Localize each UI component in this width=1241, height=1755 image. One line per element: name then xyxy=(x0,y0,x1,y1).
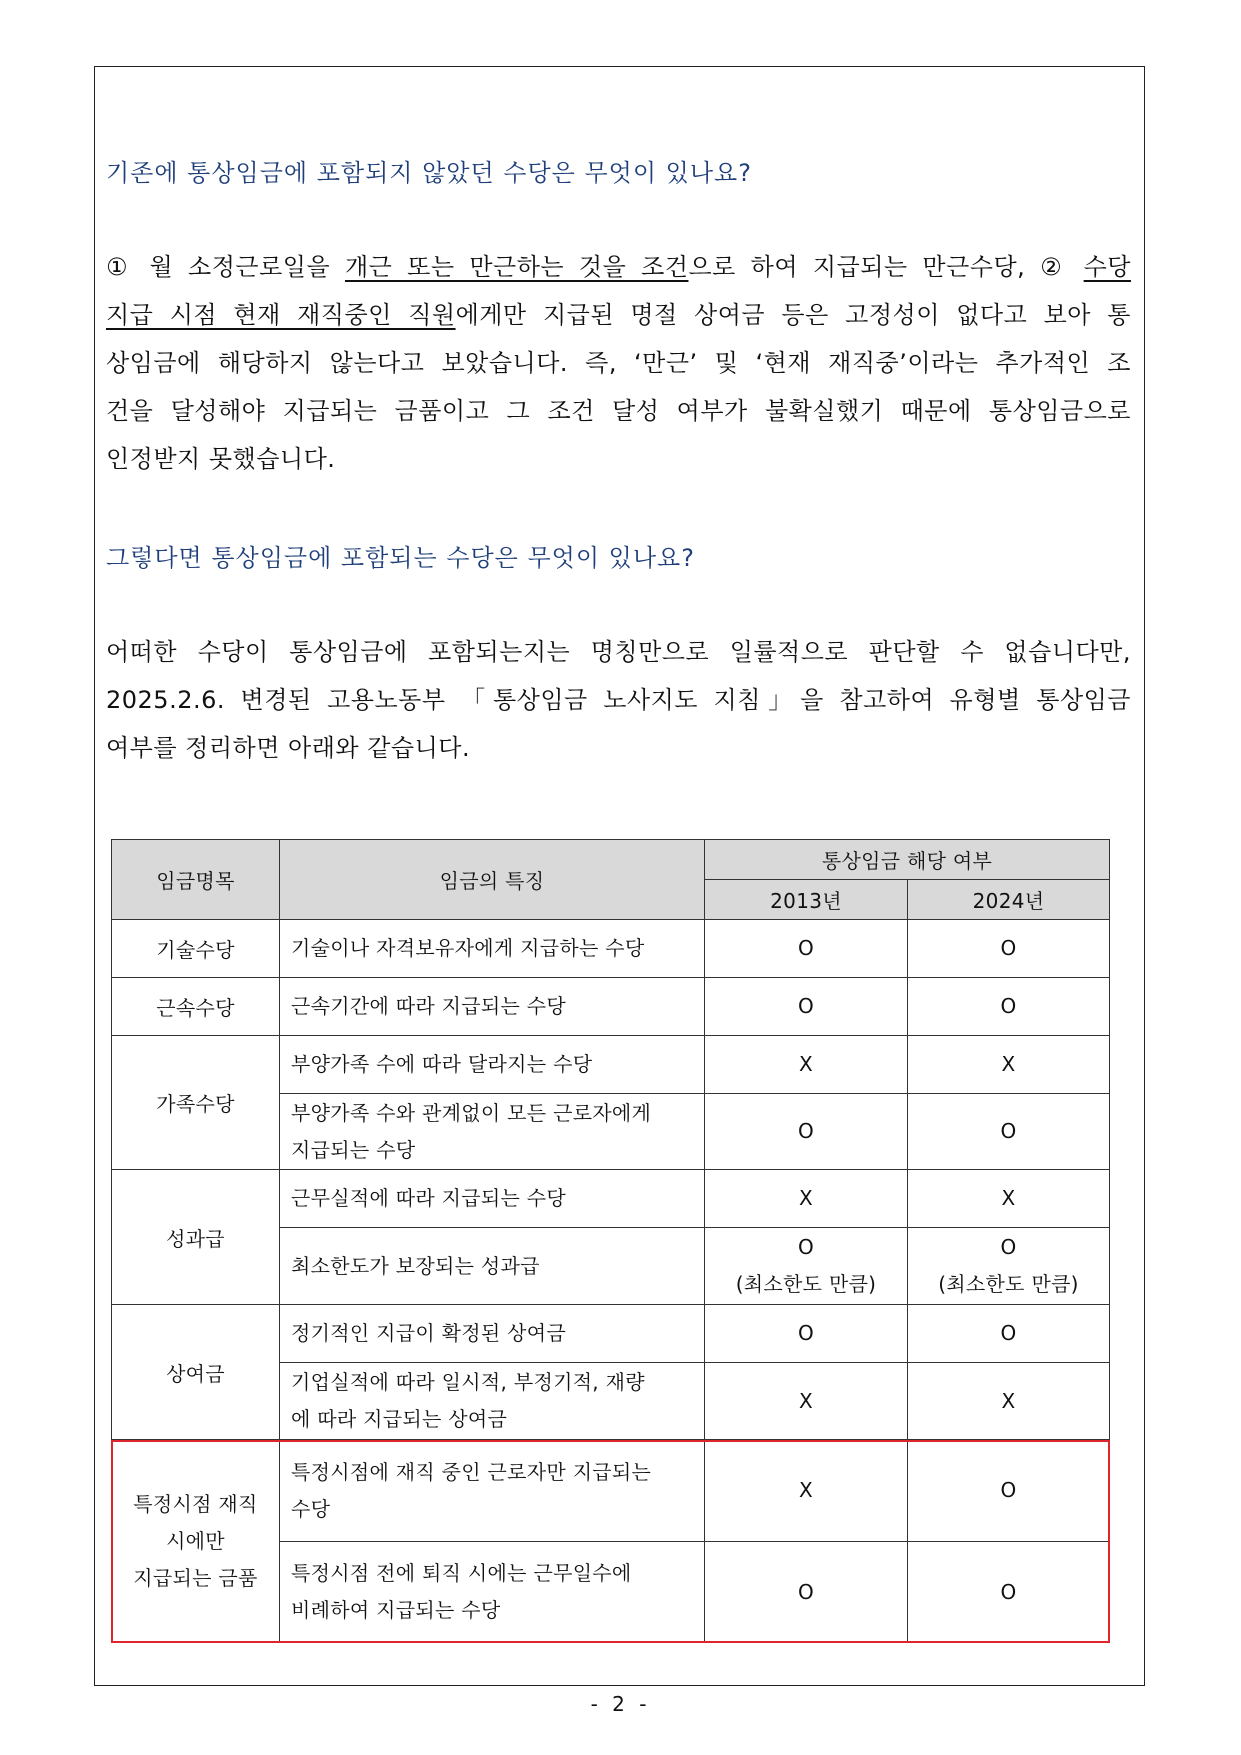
mark-2013-cell: X xyxy=(705,1170,908,1228)
wage-name-cell: 성과급 xyxy=(112,1170,280,1305)
paragraph-line: 2025.2.6. 변경된 고용노동부 「통상임금 노사지도 지침」을 참고하여 유형별 통상임금 xyxy=(106,686,1131,714)
paragraph-line: 여부를 정리하면 아래와 같습니다. xyxy=(106,734,471,762)
mark-2024-cell: X xyxy=(908,1036,1110,1094)
wage-feature-cell: 기술이나 자격보유자에게 지급하는 수당 xyxy=(280,920,705,978)
mark-2013-cell: X xyxy=(705,1036,908,1094)
header-year-2013: 2013년 xyxy=(705,880,908,920)
mark-2013-cell: O (최소한도 만큼) xyxy=(705,1228,908,1305)
header-year-2024: 2024년 xyxy=(908,880,1110,920)
table-row xyxy=(112,920,1110,978)
wage-feature-cell: 부양가족 수와 관계없이 모든 근로자에게 지급되는 수당 xyxy=(280,1094,705,1170)
table-row xyxy=(112,1170,1110,1228)
table-header-row xyxy=(112,840,1110,880)
paragraph-line: 인정받지 못했습니다. xyxy=(106,445,336,473)
mark-2013-cell: O xyxy=(705,1305,908,1363)
wage-name-cell: 상여금 xyxy=(112,1305,280,1440)
table-row xyxy=(112,1036,1110,1094)
wage-feature-cell: 부양가족 수에 따라 달라지는 수당 xyxy=(280,1036,705,1094)
mark-2024-cell: O xyxy=(908,978,1110,1036)
paragraph-included xyxy=(106,628,1131,772)
wage-feature-cell: 최소한도가 보장되는 성과급 xyxy=(280,1228,705,1305)
wage-table xyxy=(111,839,1110,1643)
mark-2024-cell: O xyxy=(908,920,1110,978)
table-row xyxy=(112,978,1110,1036)
mark-2024-cell: X xyxy=(908,1170,1110,1228)
paragraph-line: 건을 달성해야 지급되는 금품이고 그 조건 달성 여부가 불확실했기 때문에 통상임금으로 xyxy=(106,397,1131,425)
wage-feature-cell: 정기적인 지급이 확정된 상여금 xyxy=(280,1305,705,1363)
page-number: - 2 - xyxy=(590,1692,651,1716)
mark-2013-cell: O xyxy=(705,978,908,1036)
paragraph-line: 어떠한 수당이 통상임금에 포함되는지는 명칭만으로 일률적으로 판단할 수 없습니다만, xyxy=(106,638,1131,666)
mark-2013-cell: X xyxy=(705,1363,908,1440)
section-heading-not-included: 기존에 통상임금에 포함되지 않았던 수당은 무엇이 있나요? xyxy=(106,159,752,187)
mark-2024-cell: O xyxy=(908,1542,1110,1643)
mark-2024-cell: O xyxy=(908,1440,1110,1542)
mark-2013-cell: X xyxy=(705,1440,908,1542)
paragraph-line: ① 월 소정근로일을 개근 또는 만근하는 것을 조건으로 하여 지급되는 만근수당, ② 수당 xyxy=(106,253,1131,281)
mark-2013-cell: O xyxy=(705,920,908,978)
mark-2024-cell: O xyxy=(908,1094,1110,1170)
wage-feature-cell: 근무실적에 따라 지급되는 수당 xyxy=(280,1170,705,1228)
wage-name-cell: 가족수당 xyxy=(112,1036,280,1170)
mark-2013-cell: O xyxy=(705,1542,908,1643)
wage-feature-cell: 특정시점에 재직 중인 근로자만 지급되는 수당 xyxy=(280,1440,705,1542)
wage-feature-cell: 특정시점 전에 퇴직 시에는 근무일수에 비례하여 지급되는 수당 xyxy=(280,1542,705,1643)
wage-name-cell: 기술수당 xyxy=(112,920,280,978)
wage-name-cell: 근속수당 xyxy=(112,978,280,1036)
table-row xyxy=(112,1305,1110,1363)
wage-name-cell: 특정시점 재직 시에만 지급되는 금품 xyxy=(112,1440,280,1643)
wage-feature-cell: 근속기간에 따라 지급되는 수당 xyxy=(280,978,705,1036)
wage-feature-cell: 기업실적에 따라 일시적, 부정기적, 재량 에 따라 지급되는 상여금 xyxy=(280,1363,705,1440)
mark-2024-cell: O (최소한도 만큼) xyxy=(908,1228,1110,1305)
table-row xyxy=(112,1440,1110,1542)
mark-2013-cell: O xyxy=(705,1094,908,1170)
paragraph-not-included xyxy=(106,243,1131,483)
paragraph-line: 상임금에 해당하지 않는다고 보았습니다. 즉, ‘만근’ 및 ‘현재 재직중’이라는 추가적인 조 xyxy=(106,349,1131,377)
section-heading-included: 그렇다면 통상임금에 포함되는 수당은 무엇이 있나요? xyxy=(106,544,695,572)
header-wage-name: 임금명목 xyxy=(112,840,280,920)
mark-2024-cell: O xyxy=(908,1305,1110,1363)
mark-2024-cell: X xyxy=(908,1363,1110,1440)
header-applicable: 통상임금 해당 여부 xyxy=(705,840,1110,880)
header-wage-feature: 임금의 특징 xyxy=(280,840,705,920)
paragraph-line: 지급 시점 현재 재직중인 직원에게만 지급된 명절 상여금 등은 고정성이 없다고 보아 통 xyxy=(106,301,1131,329)
